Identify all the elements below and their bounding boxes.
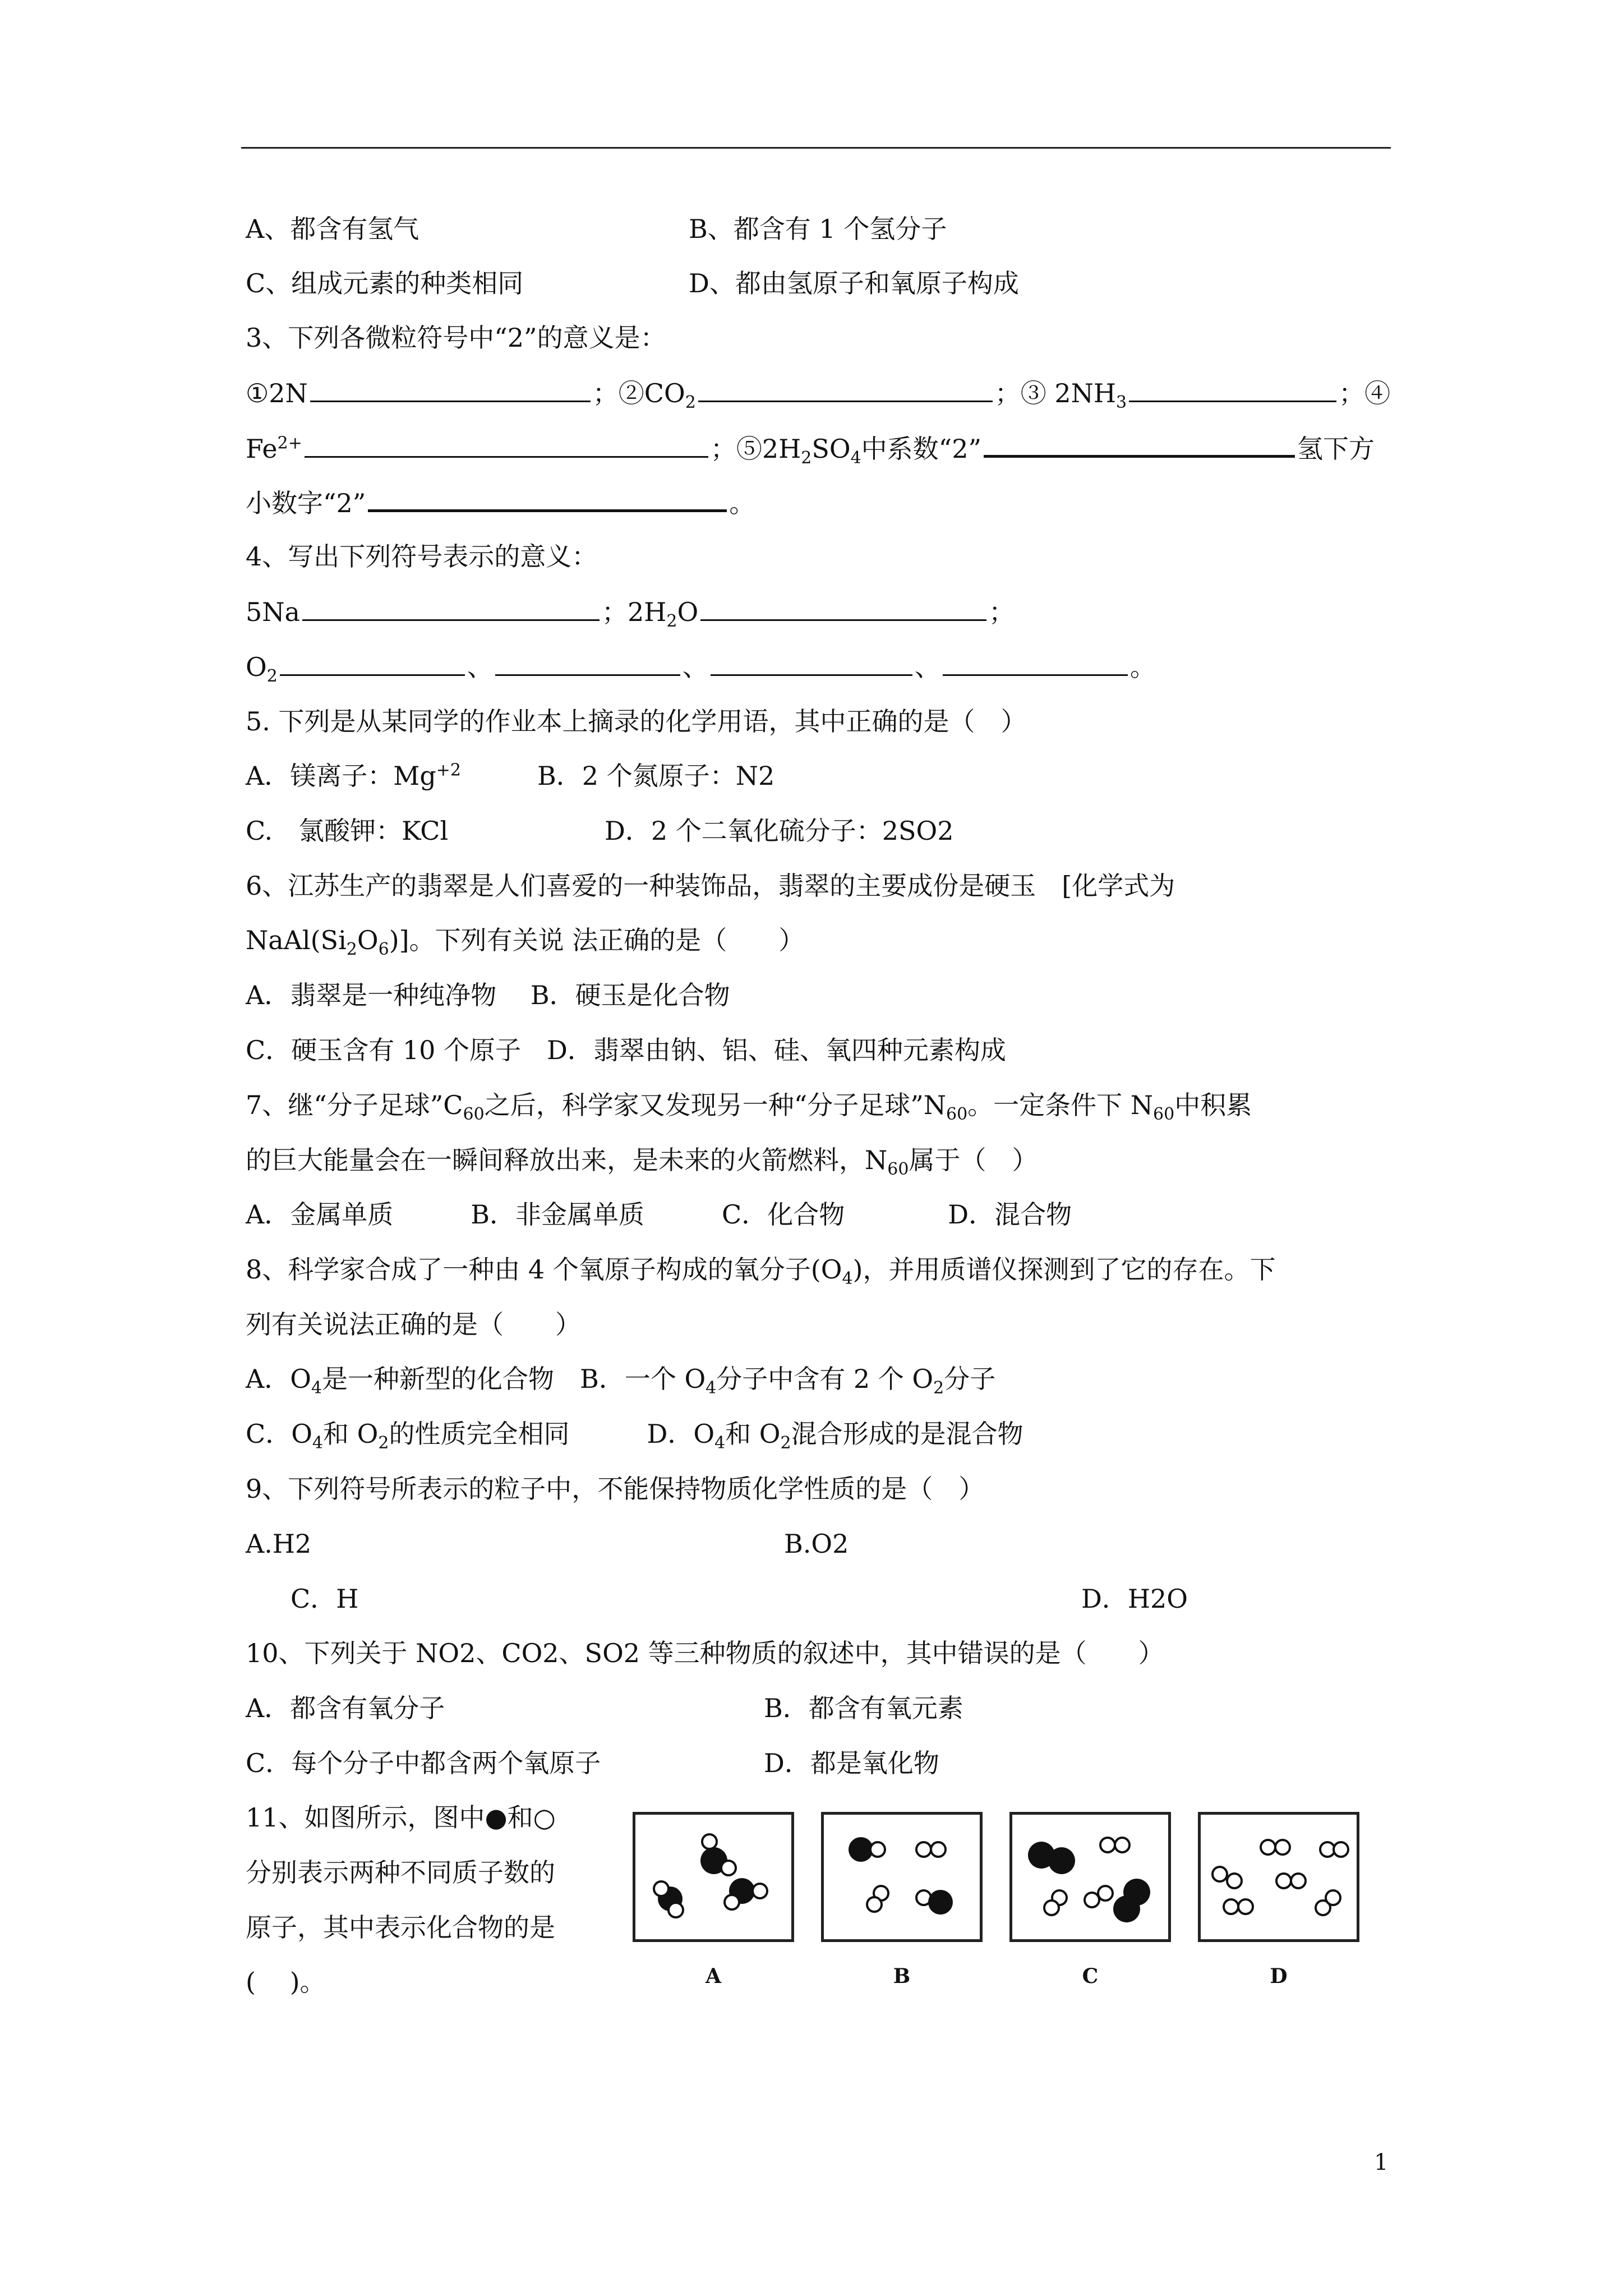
q10-option-d: D．都是氧化物 — [764, 1748, 939, 1778]
q5-option-a — [246, 759, 461, 793]
q7-text-mid: 之后，科学家又发现另一种“分子足球”N — [484, 1090, 946, 1120]
molecule-diagram-b — [824, 1815, 980, 1939]
q4-line1 — [246, 595, 1015, 632]
subscript: 6 — [378, 940, 389, 960]
q3-line3 — [246, 485, 755, 520]
figure-label-a: A — [706, 1964, 721, 1988]
subscript: 4 — [312, 1433, 324, 1453]
subscript: 4 — [714, 1433, 726, 1453]
answer-blank[interactable] — [943, 650, 1128, 676]
q7-options: A．金属单质 B．非金属单质 C．化合物 D．混合物 — [246, 1199, 1072, 1230]
q11-line1: 11、如图所示，图中●和○ — [246, 1802, 556, 1833]
q8-a-post: 分子 — [944, 1364, 996, 1394]
q7-text: 7、继“分子足球”C — [246, 1090, 463, 1120]
q9-option-a: A.H2 — [246, 1529, 312, 1559]
answer-blank[interactable] — [302, 595, 600, 621]
q3-title: 3、下列各微粒符号中“2”的意义是： — [246, 323, 666, 353]
answer-blank[interactable] — [1129, 376, 1336, 402]
q8-c-mid2: 的性质完全相同 D．O — [389, 1419, 715, 1449]
superscript: 2+ — [277, 433, 302, 453]
q3-line1 — [246, 376, 1391, 413]
subscript: 2 — [933, 1378, 944, 1398]
q6-options-ab: A．翡翠是一种纯净物 B．硬玉是化合物 — [246, 980, 730, 1010]
subscript: 60 — [463, 1105, 485, 1125]
subscript: 60 — [887, 1159, 909, 1180]
subscript: 2 — [378, 1433, 389, 1453]
q10-option-c: C．每个分子中都含两个氧原子 — [246, 1748, 601, 1778]
q4-h2o: ；2H — [601, 597, 667, 627]
q5-a-text: A．镁离子：Mg — [246, 761, 436, 791]
subscript: 4 — [311, 1378, 322, 1398]
q7-text-tail: 中积累 — [1174, 1090, 1252, 1120]
q3-item4: ；④ — [1339, 378, 1391, 408]
q7-line1 — [246, 1088, 1252, 1125]
q3-fe: Fe — [246, 434, 278, 464]
q5-title: 5. 下列是从某同学的作业本上摘录的化学用语，其中正确的是（ ） — [246, 706, 1027, 737]
q3-item3: ；③ 2NH — [994, 378, 1117, 408]
subscript: 60 — [1153, 1105, 1175, 1125]
q6-formula-post: )]。下列有关说 法正确的是（ ） — [389, 925, 805, 955]
q9-option-b: B.O2 — [784, 1529, 849, 1559]
q8-text-post: )，并用质谱仪探测到了它的存在。下 — [852, 1254, 1276, 1285]
answer-blank[interactable] — [280, 650, 465, 676]
figure-label-d: D — [1270, 1964, 1288, 1988]
q3-small: 小数字“2” — [246, 488, 366, 518]
subscript: 2 — [780, 1433, 791, 1453]
q10-option-b: B．都含有氧元素 — [764, 1693, 963, 1723]
q5-option-b: B．2 个氮原子：N2 — [537, 761, 775, 791]
q6-formula: NaAl(Si — [246, 925, 347, 955]
molecule-diagram-a — [635, 1815, 791, 1939]
q10-option-a: A．都含有氧分子 — [246, 1693, 445, 1723]
q3-end: 。 — [729, 488, 755, 518]
molecule-diagram-c — [1012, 1815, 1168, 1939]
q7-line2 — [246, 1143, 1038, 1180]
q7-line2-post: 属于（ ） — [909, 1145, 1038, 1175]
separator: 、 — [682, 652, 708, 682]
q3-item5-mid: SO — [811, 434, 851, 464]
q4-line2 — [246, 650, 1156, 687]
q3-item5-post: 中系数“2” — [861, 434, 981, 464]
figure-label-b: B — [893, 1964, 911, 1988]
figure-box-a — [633, 1812, 794, 1942]
q5-option-c: C. 氯酸钾：KCl — [246, 816, 449, 846]
q11-line2: 分别表示两种不同质子数的 — [246, 1857, 555, 1888]
q7-text-post: 。一定条件下 N — [967, 1090, 1154, 1120]
q8-c-post: 混合形成的是混合物 — [791, 1419, 1023, 1449]
figure-label-c: C — [1082, 1964, 1099, 1988]
molecule-figure — [633, 1812, 1362, 1997]
q3-line2 — [246, 430, 1375, 466]
q6-title: 6、江苏生产的翡翠是人们喜爱的一种装饰品，翡翠的主要成份是硬玉 [化学式为 — [246, 871, 1175, 901]
q4-semicolon: ； — [989, 597, 1015, 627]
q2-option-b: B、都含有 1 个氢分子 — [689, 214, 947, 244]
q9-option-c: C．H — [291, 1584, 359, 1614]
q9-title: 9、下列符号所表示的粒子中，不能保持物质化学性质的是（ ） — [246, 1474, 985, 1504]
q8-a-text: A．O — [246, 1364, 311, 1394]
q8-a-mid: 是一种新型的化合物 B．一个 O — [322, 1364, 706, 1394]
answer-blank[interactable] — [698, 376, 993, 402]
answer-blank[interactable] — [495, 650, 680, 676]
q8-line1 — [246, 1253, 1276, 1289]
q5-option-d: D．2 个二氧化硫分子：2SO2 — [605, 816, 954, 846]
answer-blank[interactable] — [711, 650, 912, 676]
q6-options-cd: C．硬玉含有 10 个原子 D．翡翠由钠、铝、硅、氧四种元素构成 — [246, 1035, 1006, 1065]
header-rule — [241, 147, 1391, 149]
answer-blank[interactable] — [700, 595, 986, 621]
q10-title: 10、下列关于 NO2、CO2、SO2 等三种物质的叙述中，其中错误的是（ ） — [246, 1638, 1164, 1668]
q8-c-mid3: 和 O — [725, 1419, 781, 1449]
subscript: 4 — [850, 448, 861, 468]
subscript: 3 — [1116, 393, 1127, 413]
q6-formula-line — [246, 923, 805, 960]
subscript: 4 — [706, 1378, 717, 1398]
q8-c-mid: 和 O — [323, 1419, 379, 1449]
q3-item5: ；⑤2H — [710, 434, 801, 464]
q8-options-ab — [246, 1362, 995, 1396]
q9-option-d: D．H2O — [1081, 1584, 1188, 1614]
q4-h2o-post: O — [677, 597, 699, 627]
subscript: 60 — [946, 1105, 968, 1125]
subscript: 2 — [801, 448, 812, 468]
page-number: 1 — [1374, 2150, 1389, 2175]
subscript: 2 — [685, 393, 696, 413]
q3-item2: ；②CO — [592, 378, 685, 408]
answer-blank[interactable] — [310, 376, 591, 402]
q7-line2-text: 的巨大能量会在一瞬间释放出来，是未来的火箭燃料，N — [246, 1145, 888, 1175]
q11-line3: 原子，其中表示化合物的是 — [246, 1912, 555, 1943]
q2-option-c: C、组成元素的种类相同 — [246, 268, 524, 298]
q8-options-cd — [246, 1417, 1023, 1451]
superscript: +2 — [436, 760, 462, 780]
figure-box-d — [1198, 1812, 1359, 1942]
answer-blank[interactable] — [984, 430, 1295, 458]
q2-option-a: A、都含有氢气 — [246, 214, 419, 244]
figure-box-c — [1009, 1812, 1171, 1942]
separator: 、 — [914, 652, 940, 682]
q3-item1: ①2N — [246, 378, 308, 408]
separator: 、 — [467, 652, 493, 682]
subscript: 2 — [346, 940, 357, 960]
q8-text: 8、科学家合成了一种由 4 个氧原子构成的氧分子(O — [246, 1254, 842, 1285]
q4-end: 。 — [1129, 652, 1156, 682]
figure-box-b — [821, 1812, 983, 1942]
q4-title: 4、写出下列符号表示的意义： — [246, 541, 598, 572]
answer-blank[interactable] — [305, 431, 708, 458]
subscript: 4 — [842, 1269, 853, 1289]
answer-blank[interactable] — [368, 485, 727, 512]
subscript: 2 — [666, 611, 677, 632]
q11-line4: ( )。 — [246, 1967, 326, 1997]
q4-o: O — [246, 652, 267, 682]
q4-na: 5Na — [246, 597, 300, 627]
subscript: 2 — [266, 666, 278, 687]
q6-formula-mid: O — [357, 925, 379, 955]
q2-option-d: D、都由氢原子和氧原子构成 — [689, 268, 1019, 298]
q8-c-text: C．O — [246, 1419, 312, 1449]
molecule-diagram-d — [1201, 1815, 1357, 1939]
q8-a-mid2: 分子中含有 2 个 O — [716, 1364, 934, 1394]
q3-item5-tail: 氢下方 — [1297, 434, 1375, 464]
q8-line2: 列有关说法正确的是（ ） — [246, 1309, 581, 1340]
